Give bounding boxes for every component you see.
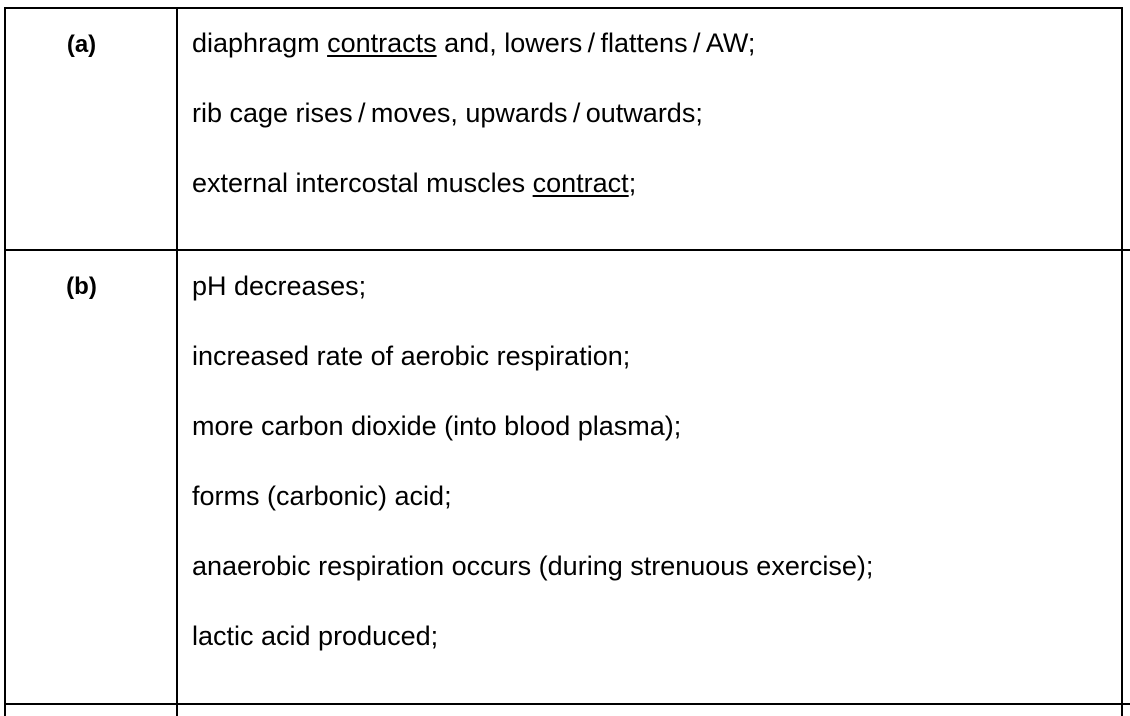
- answer-text: increased rate of aerobic respiration;: [192, 341, 631, 371]
- answer-line-b2: [192, 340, 630, 372]
- answer-line-b5: [192, 550, 873, 582]
- answer-text: rib cage rises / moves, upwards / outwards;: [192, 98, 703, 128]
- answer-line-a2: [192, 97, 703, 129]
- answer-text: more carbon dioxide (into blood plasma);: [192, 411, 682, 441]
- underlined-keyword: contracts: [327, 28, 437, 58]
- row-label-a: (a): [66, 31, 97, 58]
- answer-text: and, lowers / flattens / AW;: [436, 28, 756, 58]
- answer-line-b6: [192, 620, 438, 652]
- answer-text: diaphragm: [192, 28, 328, 58]
- answer-text: pH decreases;: [192, 271, 367, 301]
- table-column-divider: [176, 7, 178, 716]
- answer-text: lactic acid produced;: [192, 621, 439, 651]
- table-border-right: [1121, 7, 1123, 716]
- answer-line-a1: [192, 27, 755, 59]
- answer-text: ;: [628, 168, 637, 198]
- table-border-bottom: [5, 703, 1130, 705]
- table-border-left: [4, 7, 6, 716]
- answer-text: forms (carbonic) acid;: [192, 481, 452, 511]
- table-border-top: [5, 7, 1122, 9]
- answer-line-b1: [192, 270, 366, 302]
- answer-text: external intercostal muscles: [192, 168, 533, 198]
- table-row-divider: [5, 249, 1130, 251]
- answer-text: anaerobic respiration occurs (during strenuous exercise);: [192, 551, 874, 581]
- answer-line-a3: [192, 167, 636, 199]
- answer-line-b4: [192, 480, 452, 512]
- row-label-b: (b): [66, 273, 97, 300]
- answer-line-b3: [192, 410, 681, 442]
- underlined-keyword: contract: [532, 168, 629, 198]
